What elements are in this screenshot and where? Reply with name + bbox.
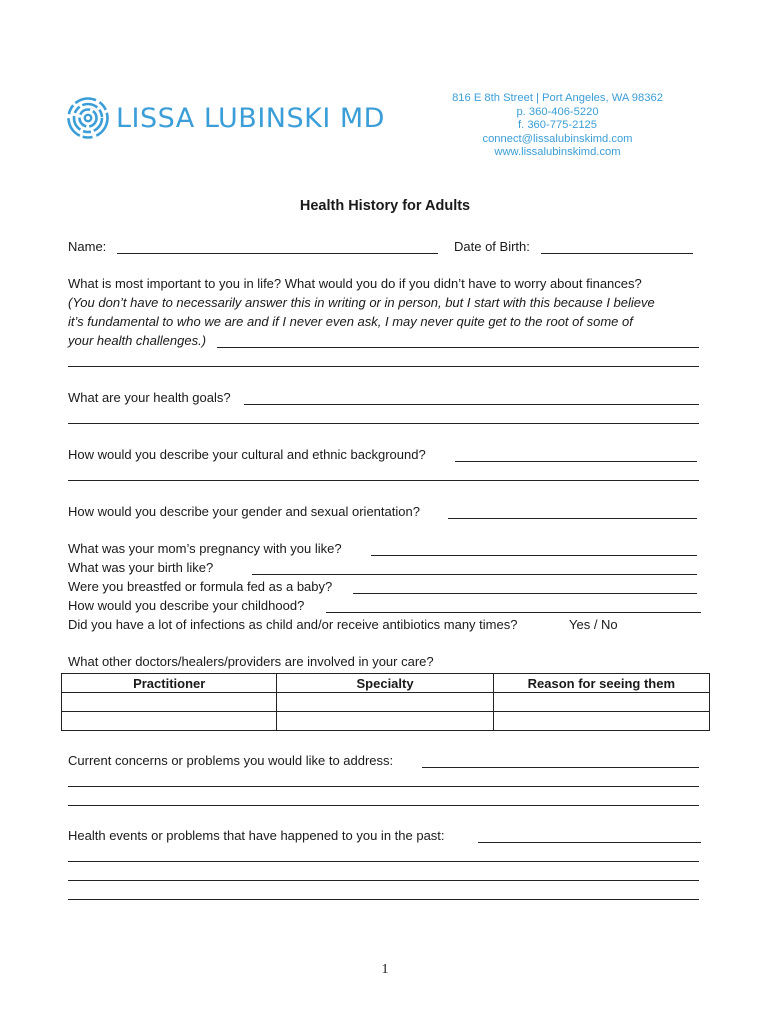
question-important-note-2: it’s fundamental to who we are and if I never even ask, I may never quite get to the root of some of bbox=[68, 314, 633, 329]
question-breastfed: Were you breastfed or formula fed as a baby? bbox=[68, 579, 333, 594]
specialty-cell[interactable] bbox=[277, 693, 493, 712]
email-link[interactable]: connect@lissalubinskimd.com bbox=[482, 132, 633, 145]
answer-line-goals-2[interactable] bbox=[68, 423, 699, 424]
answer-line-important-1[interactable] bbox=[217, 347, 699, 348]
question-concerns: Current concerns or problems you would like to address: bbox=[68, 753, 394, 768]
answer-line-childhood[interactable] bbox=[326, 612, 701, 613]
fax: f. 360-775-2125 bbox=[518, 119, 597, 132]
contact-info bbox=[430, 92, 685, 160]
table-row bbox=[62, 693, 710, 712]
answer-line-concerns-1[interactable] bbox=[422, 767, 699, 768]
answer-line-past-3[interactable] bbox=[68, 880, 699, 881]
question-gender: How would you describe your gender and sexual orientation? bbox=[68, 504, 420, 519]
header-practitioner: Practitioner bbox=[62, 674, 277, 693]
practice-logo bbox=[66, 96, 385, 140]
reason-cell[interactable] bbox=[493, 693, 709, 712]
question-important-note-1: (You don’t have to necessarily answer this in writing or in person, but I start with this because I believe bbox=[68, 295, 655, 310]
question-birth: What was your birth like? bbox=[68, 560, 214, 575]
table-row bbox=[62, 712, 710, 731]
answer-line-birth[interactable] bbox=[252, 574, 697, 575]
address: 816 E 8th Street | Port Angeles, WA 98362 bbox=[452, 92, 663, 104]
practitioner-cell[interactable] bbox=[62, 693, 277, 712]
name-field[interactable] bbox=[117, 253, 438, 254]
question-infections: Did you have a lot of infections as child and/or receive antibiotics many times? bbox=[68, 617, 518, 632]
answer-line-goals-1[interactable] bbox=[244, 404, 699, 405]
specialty-cell[interactable] bbox=[277, 712, 493, 731]
answer-line-cultural-1[interactable] bbox=[455, 461, 697, 462]
answer-line-gender[interactable] bbox=[448, 518, 697, 519]
providers-table-header bbox=[62, 674, 710, 693]
infections-yes-no-options[interactable]: Yes / No bbox=[569, 617, 618, 632]
form-title: Health History for Adults bbox=[299, 198, 471, 214]
header-reason: Reason for seeing them bbox=[493, 674, 709, 693]
phone: p. 360-406-5220 bbox=[516, 105, 599, 118]
question-important: What is most important to you in life? What would you do if you didn’t have to worry about finances? bbox=[68, 276, 642, 291]
question-childhood: How would you describe your childhood? bbox=[68, 598, 305, 613]
answer-line-breastfed[interactable] bbox=[353, 593, 697, 594]
name-label: Name: bbox=[68, 239, 107, 254]
reason-cell[interactable] bbox=[493, 712, 709, 731]
answer-line-pregnancy[interactable] bbox=[371, 555, 697, 556]
header-specialty: Specialty bbox=[277, 674, 493, 693]
answer-line-past-4[interactable] bbox=[68, 899, 699, 900]
dob-field[interactable] bbox=[541, 253, 693, 254]
answer-line-concerns-3[interactable] bbox=[68, 805, 699, 806]
question-goals: What are your health goals? bbox=[68, 390, 231, 405]
page-number: 1 bbox=[381, 962, 389, 977]
question-providers: What other doctors/healers/providers are involved in your care? bbox=[68, 654, 434, 669]
answer-line-cultural-2[interactable] bbox=[68, 480, 699, 481]
answer-line-past-1[interactable] bbox=[478, 842, 701, 843]
answer-line-concerns-2[interactable] bbox=[68, 786, 699, 787]
question-cultural: How would you describe your cultural and ethnic background? bbox=[68, 447, 426, 462]
answer-line-important-2[interactable] bbox=[68, 366, 699, 367]
question-pregnancy: What was your mom’s pregnancy with you like? bbox=[68, 541, 342, 556]
question-important-note-3: your health challenges.) bbox=[68, 333, 207, 348]
website-link[interactable]: www.lissalubinskimd.com bbox=[494, 146, 621, 159]
concentric-circles-logo-icon bbox=[66, 96, 110, 140]
answer-line-past-2[interactable] bbox=[68, 861, 699, 862]
practitioner-cell[interactable] bbox=[62, 712, 277, 731]
providers-table bbox=[61, 673, 710, 731]
dob-label: Date of Birth: bbox=[454, 239, 530, 254]
question-past-events: Health events or problems that have happened to you in the past: bbox=[68, 828, 445, 843]
logo-text: LISSA LUBINSKI MD bbox=[116, 102, 385, 134]
